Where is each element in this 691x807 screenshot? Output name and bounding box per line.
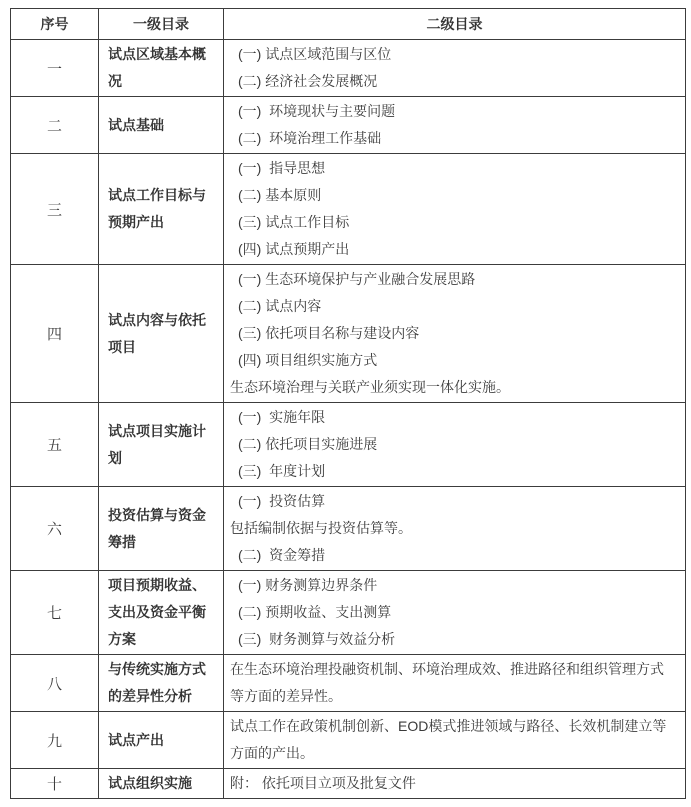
row-seq-number: 二 — [11, 97, 99, 154]
level2-entry: (三) 依托项目名称与建设内容 — [238, 325, 420, 341]
level2-entry: (一) 财务测算边界条件 — [238, 577, 378, 593]
table-row — [11, 712, 686, 769]
table-row — [11, 265, 686, 403]
row-level1-title: 试点组织实施 — [99, 769, 224, 799]
table-row — [11, 154, 686, 265]
row-seq-number: 一 — [11, 40, 99, 97]
row-level2-entries — [224, 487, 686, 571]
row-level1-title: 试点项目实施计划 — [99, 403, 224, 487]
toc-table — [10, 8, 686, 799]
level2-entry: (一) 指导思想 — [238, 160, 326, 176]
row-level2-entries — [224, 40, 686, 97]
row-seq-number: 九 — [11, 712, 99, 769]
table-row — [11, 40, 686, 97]
row-seq-number: 四 — [11, 265, 99, 403]
level2-entry: (二) 预期收益、支出测算 — [238, 604, 392, 620]
level2-entry: (二) 环境治理工作基础 — [238, 130, 382, 146]
level2-entry: (一) 环境现状与主要问题 — [238, 103, 396, 119]
table-body — [11, 40, 686, 799]
table-row — [11, 769, 686, 799]
row-level1-title: 试点基础 — [99, 97, 224, 154]
table-row — [11, 655, 686, 712]
level2-entry: (二) 试点内容 — [238, 298, 322, 314]
table-row — [11, 97, 686, 154]
table-row — [11, 487, 686, 571]
row-level2-entries — [224, 154, 686, 265]
row-level2-entries — [224, 571, 686, 655]
row-level1-title: 试点工作目标与预期产出 — [99, 154, 224, 265]
row-level2-entries — [224, 97, 686, 154]
level2-entry: (四) 项目组织实施方式 — [238, 352, 378, 368]
level2-entry: (二) 经济社会发展概况 — [238, 73, 378, 89]
level2-entry: 包括编制依据与投资估算等。 — [230, 520, 412, 536]
level2-entry: (三) 财务测算与效益分析 — [238, 631, 396, 647]
level2-entry: (三) 试点工作目标 — [238, 214, 350, 230]
row-seq-number: 八 — [11, 655, 99, 712]
row-level2-entries — [224, 712, 686, 769]
level2-entry: (二) 依托项目实施进展 — [238, 436, 378, 452]
level2-entry: (二) 资金筹措 — [238, 547, 326, 563]
table-row — [11, 571, 686, 655]
row-seq-number: 五 — [11, 403, 99, 487]
level2-entry: 生态环境治理与关联产业须实现一体化实施。 — [230, 379, 510, 395]
row-level1-title: 试点产出 — [99, 712, 224, 769]
row-seq-number: 三 — [11, 154, 99, 265]
row-level1-title: 与传统实施方式的差异性分析 — [99, 655, 224, 712]
row-level1-title: 试点内容与依托项目 — [99, 265, 224, 403]
level2-entry: 试点工作在政策机制创新、EOD模式推进领域与路径、长效机制建立等方面的产出。 — [230, 718, 667, 761]
row-seq-number: 六 — [11, 487, 99, 571]
level2-entry: 附： 依托项目立项及批复文件 — [230, 775, 416, 791]
level2-entry: (一) 生态环境保护与产业融合发展思路 — [238, 271, 476, 287]
row-level1-title: 试点区域基本概况 — [99, 40, 224, 97]
row-level2-entries — [224, 265, 686, 403]
header-seq-number: 序号 — [11, 9, 99, 40]
header-row — [11, 9, 686, 40]
header-level2-directory: 二级目录 — [224, 9, 686, 40]
row-level1-title: 项目预期收益、支出及资金平衡方案 — [99, 571, 224, 655]
row-level2-entries — [224, 655, 686, 712]
row-seq-number: 十 — [11, 769, 99, 799]
level2-entry: (一) 实施年限 — [238, 409, 326, 425]
header-level1-directory: 一级目录 — [99, 9, 224, 40]
level2-entry: (二) 基本原则 — [238, 187, 322, 203]
level2-entry: (四) 试点预期产出 — [238, 241, 350, 257]
row-level2-entries — [224, 403, 686, 487]
level2-entry: 在生态环境治理投融资机制、环境治理成效、推进路径和组织管理方式等方面的差异性。 — [230, 661, 664, 704]
level2-entry: (三) 年度计划 — [238, 463, 326, 479]
table-row — [11, 403, 686, 487]
level2-entry: (一) 试点区域范围与区位 — [238, 46, 392, 62]
row-level2-entries — [224, 769, 686, 799]
row-seq-number: 七 — [11, 571, 99, 655]
row-level1-title: 投资估算与资金筹措 — [99, 487, 224, 571]
level2-entry: (一) 投资估算 — [238, 493, 326, 509]
